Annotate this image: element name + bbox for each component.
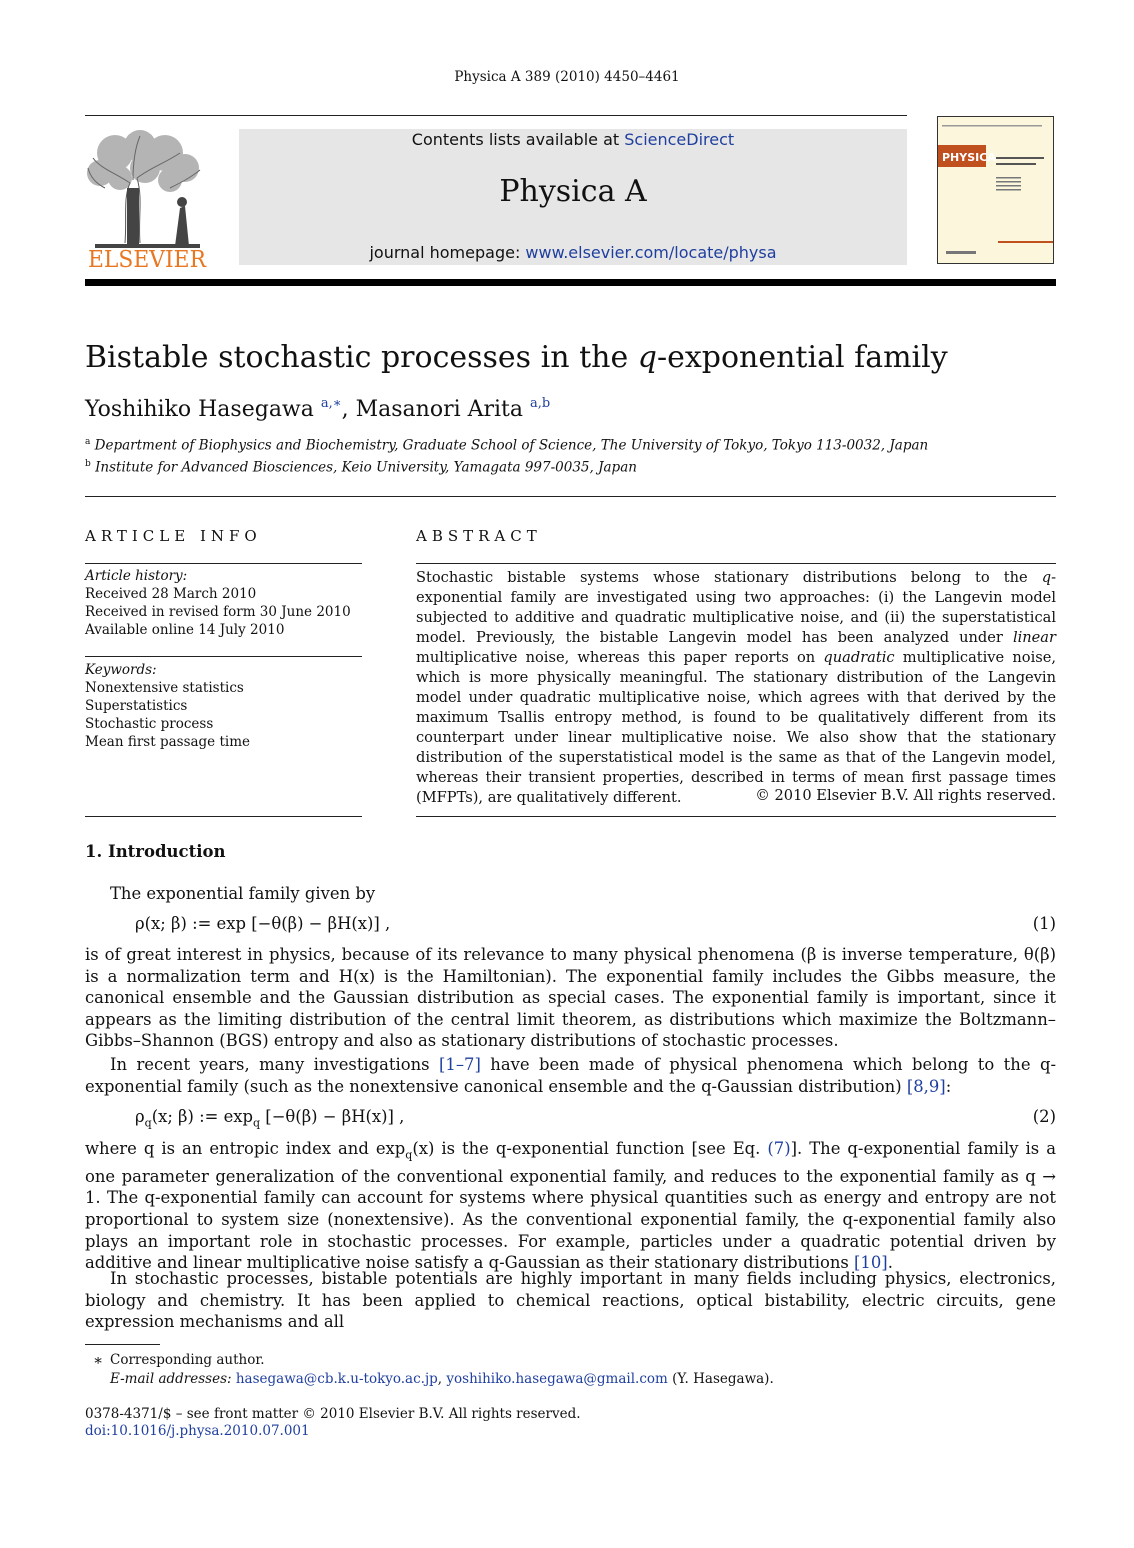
divider [85,563,362,564]
journal-name: Physica A [499,174,647,209]
body-paragraph: In stochastic processes, bistable potentials are highly important in many fields including physics, electronics, biology and chemistry. It has been applied to chemical reactions, optical bistability, electric circuits, gene expression mechanisms and all [85,1269,1056,1332]
author-name: Yoshihiko Hasegawa [85,397,314,422]
keyword-item: Mean first passage time [85,734,250,750]
abstract-copyright: © 2010 Elsevier B.V. All rights reserved. [755,787,1056,804]
sciencedirect-link[interactable]: ScienceDirect [624,130,735,149]
email-link[interactable]: hasegawa@cb.k.u-tokyo.ac.jp [235,1371,438,1387]
body-paragraph: The exponential family given by [110,884,376,903]
article-history: Article history: Received 28 March 2010 Received in revised form 30 June 2010 Available online 14 July 2010 [85,567,362,639]
homepage-line: journal homepage: www.elsevier.com/locate/physa [369,243,777,262]
keyword-item: Superstatistics [85,698,188,714]
email-addresses: E-mail addresses: hasegawa@cb.k.u-tokyo.ac.jp, yoshihiko.hasegawa@gmail.com (Y. Hasegawa). [110,1371,774,1387]
elsevier-wordmark: ELSEVIER [88,247,207,268]
paper-title: Bistable stochastic processes in the q-exponential family [85,340,948,375]
equation-1: ρ(x; β) := exp [−θ(β) − βH(x)] , [135,914,391,933]
citation-link[interactable]: [10] [854,1253,888,1273]
divider [85,656,362,657]
history-item: Available online 14 July 2010 [85,622,285,638]
top-rule [85,115,907,116]
journal-cover-thumbnail [937,116,1054,264]
abstract-text: Stochastic bistable systems whose stationary distributions belong to the q-exponential family are investigated using two approaches: (i) the Langevin model subjected to additive and quadratic multiplicative noise, and (ii) the superstatistical model. Previously, the bistable Langevin model has been analyzed under linear multiplicative noise, whereas this paper reports on quadratic multiplicative noise, which is more physically meaningful. The stationary distribution of the Langevin model under quadratic multiplicative noise, which agrees with that derived by the maximum Tsallis entropy method, is found to be qualitatively different from its counterpart under linear multiplicative noise. We also show that the stationary distribution of the superstatistical model is the same as that of the Langevin model, whereas their transient properties, described in terms of mean first passage times (MFPTs), are qualitatively different. [416,569,1057,806]
author-list: Yoshihiko Hasegawa $^{a,∗}$, Masanori Arita $^{a,b}$ [85,396,551,422]
divider [85,496,1056,497]
author-affiliation-link[interactable]: a,∗ [320,396,342,411]
divider [416,563,1056,564]
corresponding-author-note: Corresponding author. [110,1352,265,1368]
doi-link[interactable]: doi:10.1016/j.physa.2010.07.001 [85,1423,310,1439]
contents-line: Contents lists available at ScienceDirect [411,130,735,149]
footnote-rule [85,1344,160,1345]
history-item: Received 28 March 2010 [85,586,257,602]
header-thick-rule [85,279,1056,286]
equation-number: (1) [1032,914,1056,933]
history-item: Received in revised form 30 June 2010 [85,604,351,620]
citation-link[interactable]: [1–7] [439,1055,481,1074]
keyword-item: Nonextensive statistics [85,680,244,696]
equation-link[interactable]: (7) [767,1139,791,1158]
keywords: Keywords: Nonextensive statistics Superstatistics Stochastic process Mean first passage time [85,661,362,751]
section-heading-introduction: 1. Introduction [85,842,226,861]
journal-homepage-link[interactable]: www.elsevier.com/locate/physa [525,243,777,262]
elsevier-logo [85,128,210,268]
equation-number: (2) [1032,1107,1056,1126]
author-name: Masanori Arita [355,397,524,422]
divider [416,816,1056,817]
divider [85,816,362,817]
body-paragraph: where q is an entropic index and $\exp_q(x)$ is the q-exponential function [see Eq. (7)]. The q-exponential family is a one parameter generalization of the conventional exponential family, and reduces to the exponential family as q → 1. The q-exponential family can account for systems where physical quantities such as energy and entropy are not proportional to system size (nonextensive). As the conventional exponential family, the q-exponential family also plays an important role in stochastic processes. For example, particles under a quadratic potential driven by additive and linear multiplicative noise satisfy a q-Gaussian as their stationary distributions [10]. [85,1139,1056,1273]
affiliation-b: $^b$ Institute for Advanced Biosciences, Keio University, Yamagata 997-0035, Japan [85,459,637,476]
abstract-heading: ABSTRACT [416,527,542,545]
body-paragraph: is of great interest in physics, because of its relevance to many physical phenomena (β is inverse temperature, θ(β) is a normalization term and H(x) is the Hamiltonian). The exponential family includes the Gibbs measure, the canonical ensemble and the Gaussian distribution as special cases. The exponential family is important, since it appears as the limiting distribution of the central limit theorem, as distributions which maximize the Boltzmann–Gibbs–Shannon (BGS) entropy and also as stationary distributions of stochastic processes. [85,945,1056,1051]
equation-2: $\rho_q(x$; β) := $\exp_q [-\theta(\beta) - \beta H(x)]$ , [135,1107,405,1130]
author-affiliation-link[interactable]: a,b [530,396,551,411]
front-matter-line: 0378-4371/$ – see front matter © 2010 Elsevier B.V. All rights reserved. [85,1406,581,1422]
cover-title: PHYSICA [942,151,996,164]
keyword-item: Stochastic process [85,716,214,732]
email-link[interactable]: yoshihiko.hasegawa@gmail.com [446,1371,668,1387]
body-paragraph: In recent years, many investigations [1–7] have been made of physical phenomena which belong to the q-exponential family (such as the nonextensive canonical ensemble and the q-Gaussian distribution) [8,9]: [85,1055,1056,1096]
article-info-heading: ARTICLE INFO [85,527,262,545]
footnote-marker: ∗ [93,1351,104,1369]
affiliation-a: $^a$ Department of Biophysics and Biochemistry, Graduate School of Science, The University of Tokyo, Tokyo 113-0032, Japan [85,437,929,454]
journal-citation: Physica A 389 (2010) 4450–4461 [454,69,680,85]
citation-link[interactable]: [8,9] [906,1076,946,1096]
